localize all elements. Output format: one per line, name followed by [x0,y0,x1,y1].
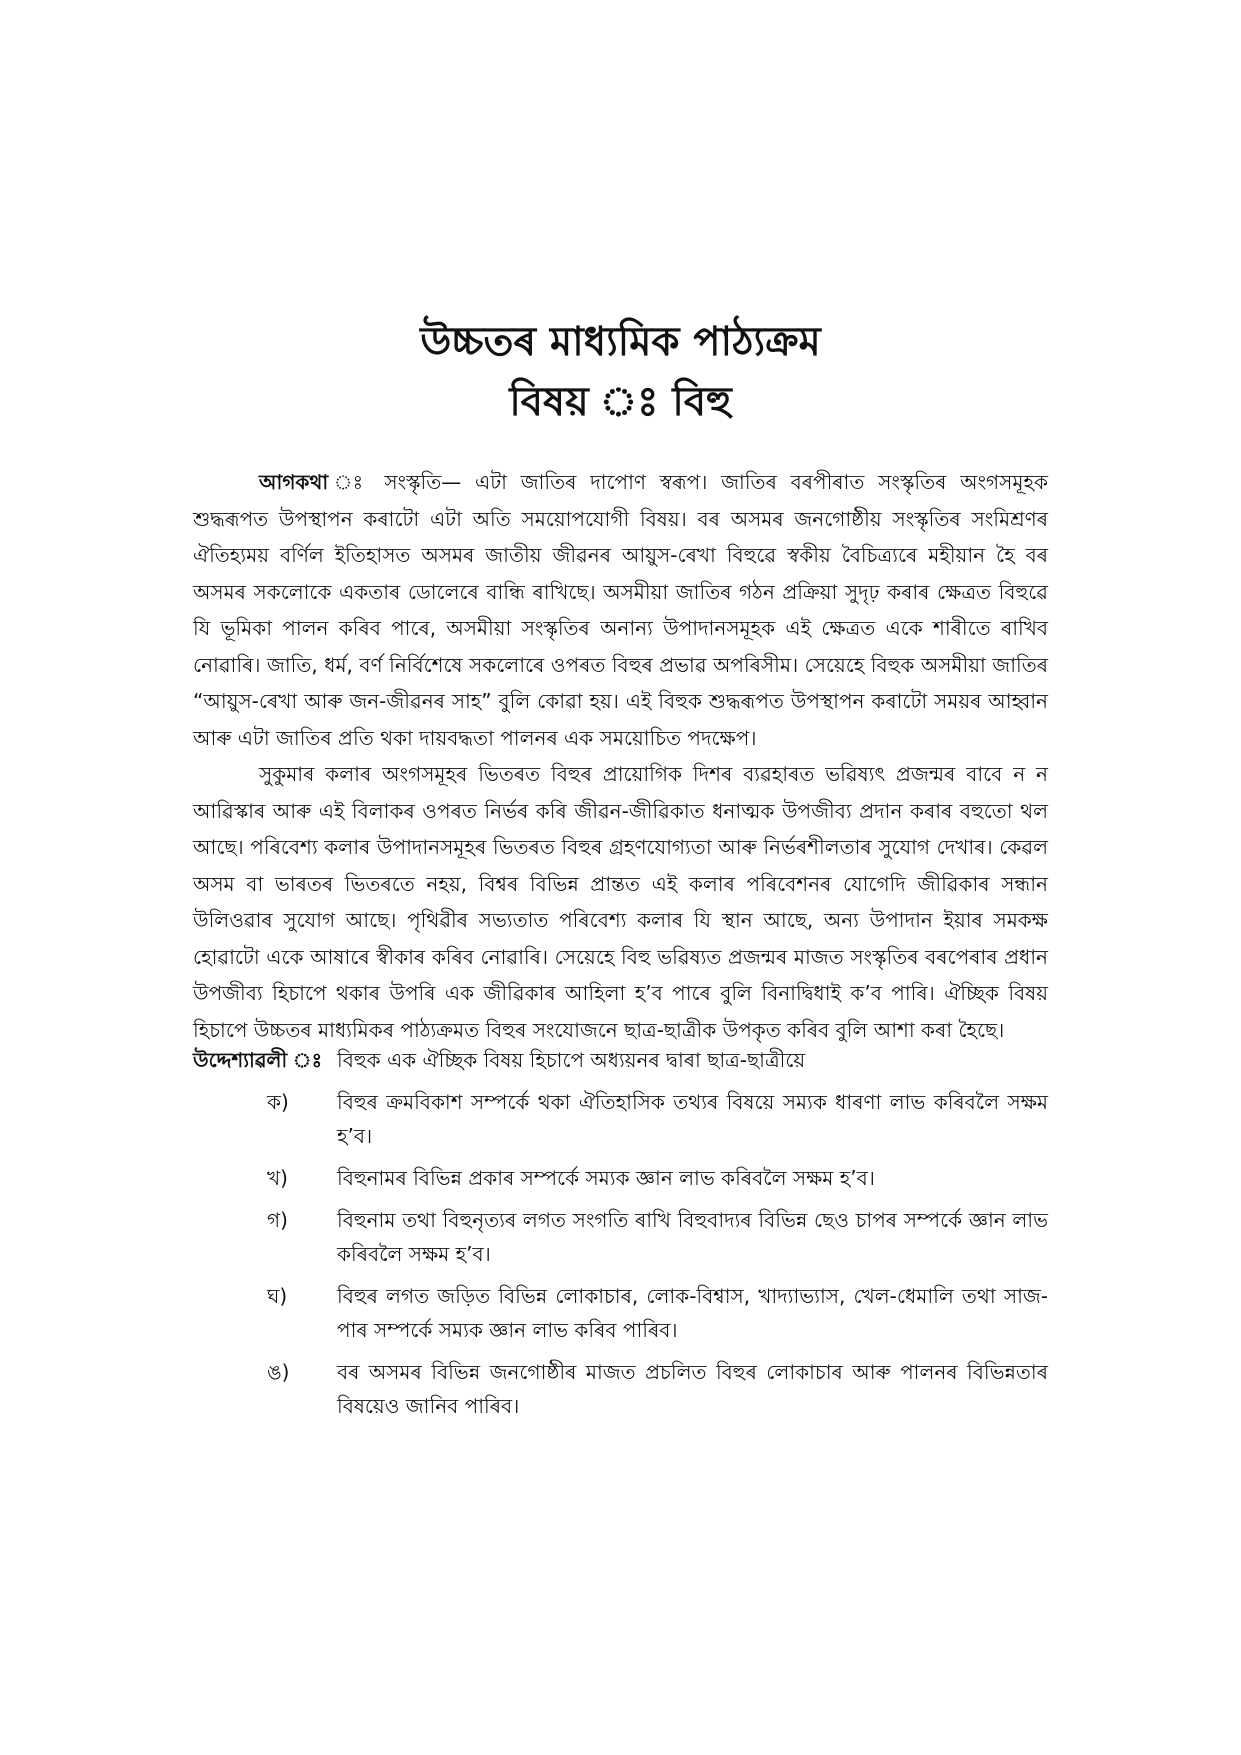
objectives-header [193,1043,1048,1077]
list-item-text: বিহুৰ ক্ৰমবিকাশ সম্পৰ্কে থকা ঐতিহাসিক তথ্যৰ বিষয়ে সম্যক ধাৰণা লাভ কৰিবলৈ সক্ষম হ’ব। [337,1090,1048,1148]
list-item [193,1279,1048,1347]
intro-lead-separator: ঃ [328,470,385,494]
list-item-marker: খ) [267,1166,288,1190]
list-item-text: বিহুনাম তথা বিহুনৃত্যৰ লগত সংগতি ৰাখি বিহুবাদ্যৰ বিভিন্ন ছেও চাপৰ সম্পৰ্কে জ্ঞান লাভ কৰিবলৈ সক্ষম হ’ব। [337,1208,1048,1266]
objectives-list [193,1085,1048,1423]
list-item [193,1161,1048,1195]
list-item-marker: ঙ) [267,1360,290,1384]
list-item-marker: ক) [267,1090,289,1114]
list-item-text: বৰ অসমৰ বিভিন্ন জনগোষ্ঠীৰ মাজত প্ৰচলিত বিহুৰ লোকাচাৰ আৰু পালনৰ বিভিন্নতাৰ বিষয়েও জানিব পাৰিব। [337,1360,1048,1418]
intro-paragraph-1-text: সংস্কৃতি— এটা জাতিৰ দাপোণ স্বৰূপ। জাতিৰ বৰপীৰাত সংস্কৃতিৰ অংগসমূহক শুদ্ধৰূপত উপস্থাপন কৰাটো এটা অতি সময়োপযোগী বিষয়। বৰ অসমৰ জনগোষ্ঠীয় সংস্কৃতিৰ সংমিশ্ৰণৰ ঐতিহ্যময় বৰ্ণিল ইতিহাসত অসমৰ জাতীয় জীৱনৰ আয়ুস-ৰেখা বিহুৱে স্বকীয় বৈচিত্ৰ্যৰে মহীয়ান হৈ বৰ অসমৰ সকলোকে একতাৰ ডোলেৰে বান্ধি ৰাখিছে। অসমীয়া জাতিৰ গঠন প্ৰক্ৰিয়া সুদৃঢ় কৰাৰ ক্ষেত্ৰত বিহুৱে যি ভূমিকা পালন কৰিব পাৰে, অসমীয়া সংস্কৃতিৰ অনান্য উপাদানসমূহক এই ক্ষেত্ৰত একে শাৰীতে ৰাখিব নোৱাৰি। জাতি, ধৰ্ম, বৰ্ণ নিৰ্বিশেষে সকলোৰে ওপৰত বিহুৰ প্ৰভাৱ অপৰিসীম। সেয়েহে বিহুক অসমীয়া জাতিৰ “আয়ুস-ৰেখা আৰু জন-জীৱনৰ সাহ” বুলি কোৱা হয়। এই বিহুক শুদ্ধৰূপত উপস্থাপন কৰাটো সময়ৰ আহ্বান আৰু এটা জাতিৰ প্ৰতি থকা দায়বদ্ধতা পালনৰ এক সময়োচিত পদক্ষেপ। [193,470,1048,750]
objectives-intro: বিহুক এক ঐচ্ছিক বিষয় হিচাপে অধ্যয়নৰ দ্বাৰা ছাত্ৰ-ছাত্ৰীয়ে [337,1048,806,1072]
list-item [193,1203,1048,1271]
list-item-marker: গ) [267,1208,288,1232]
intro-paragraph-2: সুকুমাৰ কলাৰ অংগসমূহৰ ভিতৰত বিহুৰ প্ৰায়োগিক দিশৰ ব্যৱহাৰত ভৱিষ্যৎ প্ৰজন্মৰ বাবে ন ন আৱিস্কাৰ আৰু এই বিলাকৰ ওপৰত নিৰ্ভৰ কৰি জীৱন-জীৱিকাত ধনাত্মক উপজীব্য প্ৰদান কৰাৰ বহুতো থল আছে। পৰিবেশ্য কলাৰ উপাদানসমূহৰ ভিতৰত বিহুৰ গ্ৰহণযোগ্যতা আৰু নিৰ্ভৰশীলতাৰ সুযোগ দেখাৰ। কেৱল অসম বা ভাৰতৰ ভিতৰতে নহয়, বিশ্বৰ বিভিন্ন প্ৰান্তত এই কলাৰ পৰিবেশনৰ যোগেদি জীৱিকাৰ সন্ধান উলিওৱাৰ সুযোগ আছে। পৃথিৱীৰ সভ্যতাত পৰিবেশ্য কলাৰ যি স্থান আছে, অন্য উপাদান ইয়াৰ সমকক্ষ হোৱাটো একে আষাৰে স্বীকাৰ কৰিব নোৱাৰি। সেয়েহে বিহু ভৱিষ্যত প্ৰজন্মৰ মাজত সংস্কৃতিৰ বৰপেৰাৰ প্ৰধান উপজীব্য হিচাপে থকাৰ উপৰি এক জীৱিকাৰ আহিলা হ’ব পাৰে বুলি বিনাদ্বিধাই ক’ব পাৰি। ঐচ্ছিক বিষয় হিচাপে উচ্চতৰ মাধ্যমিকৰ পাঠ্যক্ৰমত বিহুৰ সংযোজনে ছাত্ৰ-ছাত্ৰীক উপকৃত কৰিব বুলি আশা কৰা হৈছে। [193,762,1048,1042]
intro-section [193,464,1048,1048]
list-item-text: বিহুনামৰ বিভিন্ন প্ৰকাৰ সম্পৰ্কে সম্যক জ্ঞান লাভ কৰিবলৈ সক্ষম হ’ব। [337,1166,875,1190]
list-item [193,1355,1048,1423]
list-item-marker: ঘ) [267,1284,288,1308]
page-title: উচ্চতৰ মাধ্যমিক পাঠ্যক্ৰম [420,319,821,365]
intro-lead-word: আগকথা [259,470,329,494]
title-block [0,312,1241,432]
list-item-text: বিহুৰ লগত জড়িত বিভিন্ন লোকাচাৰ, লোক-বিশ্বাস, খাদ্যাভ্যাস, খেল-ধেমালি তথা সাজ-পাৰ সম্পৰ্কে সম্যক জ্ঞান লাভ কৰিব পাৰিব। [337,1284,1048,1342]
objectives-section [193,1043,1048,1431]
intro-paragraph-1 [193,464,1048,756]
objectives-label: উদ্দেশ্যাৱলী ঃ [193,1048,323,1072]
page-subtitle: বিষয় ঃ বিহু [509,379,732,425]
list-item [193,1085,1048,1153]
